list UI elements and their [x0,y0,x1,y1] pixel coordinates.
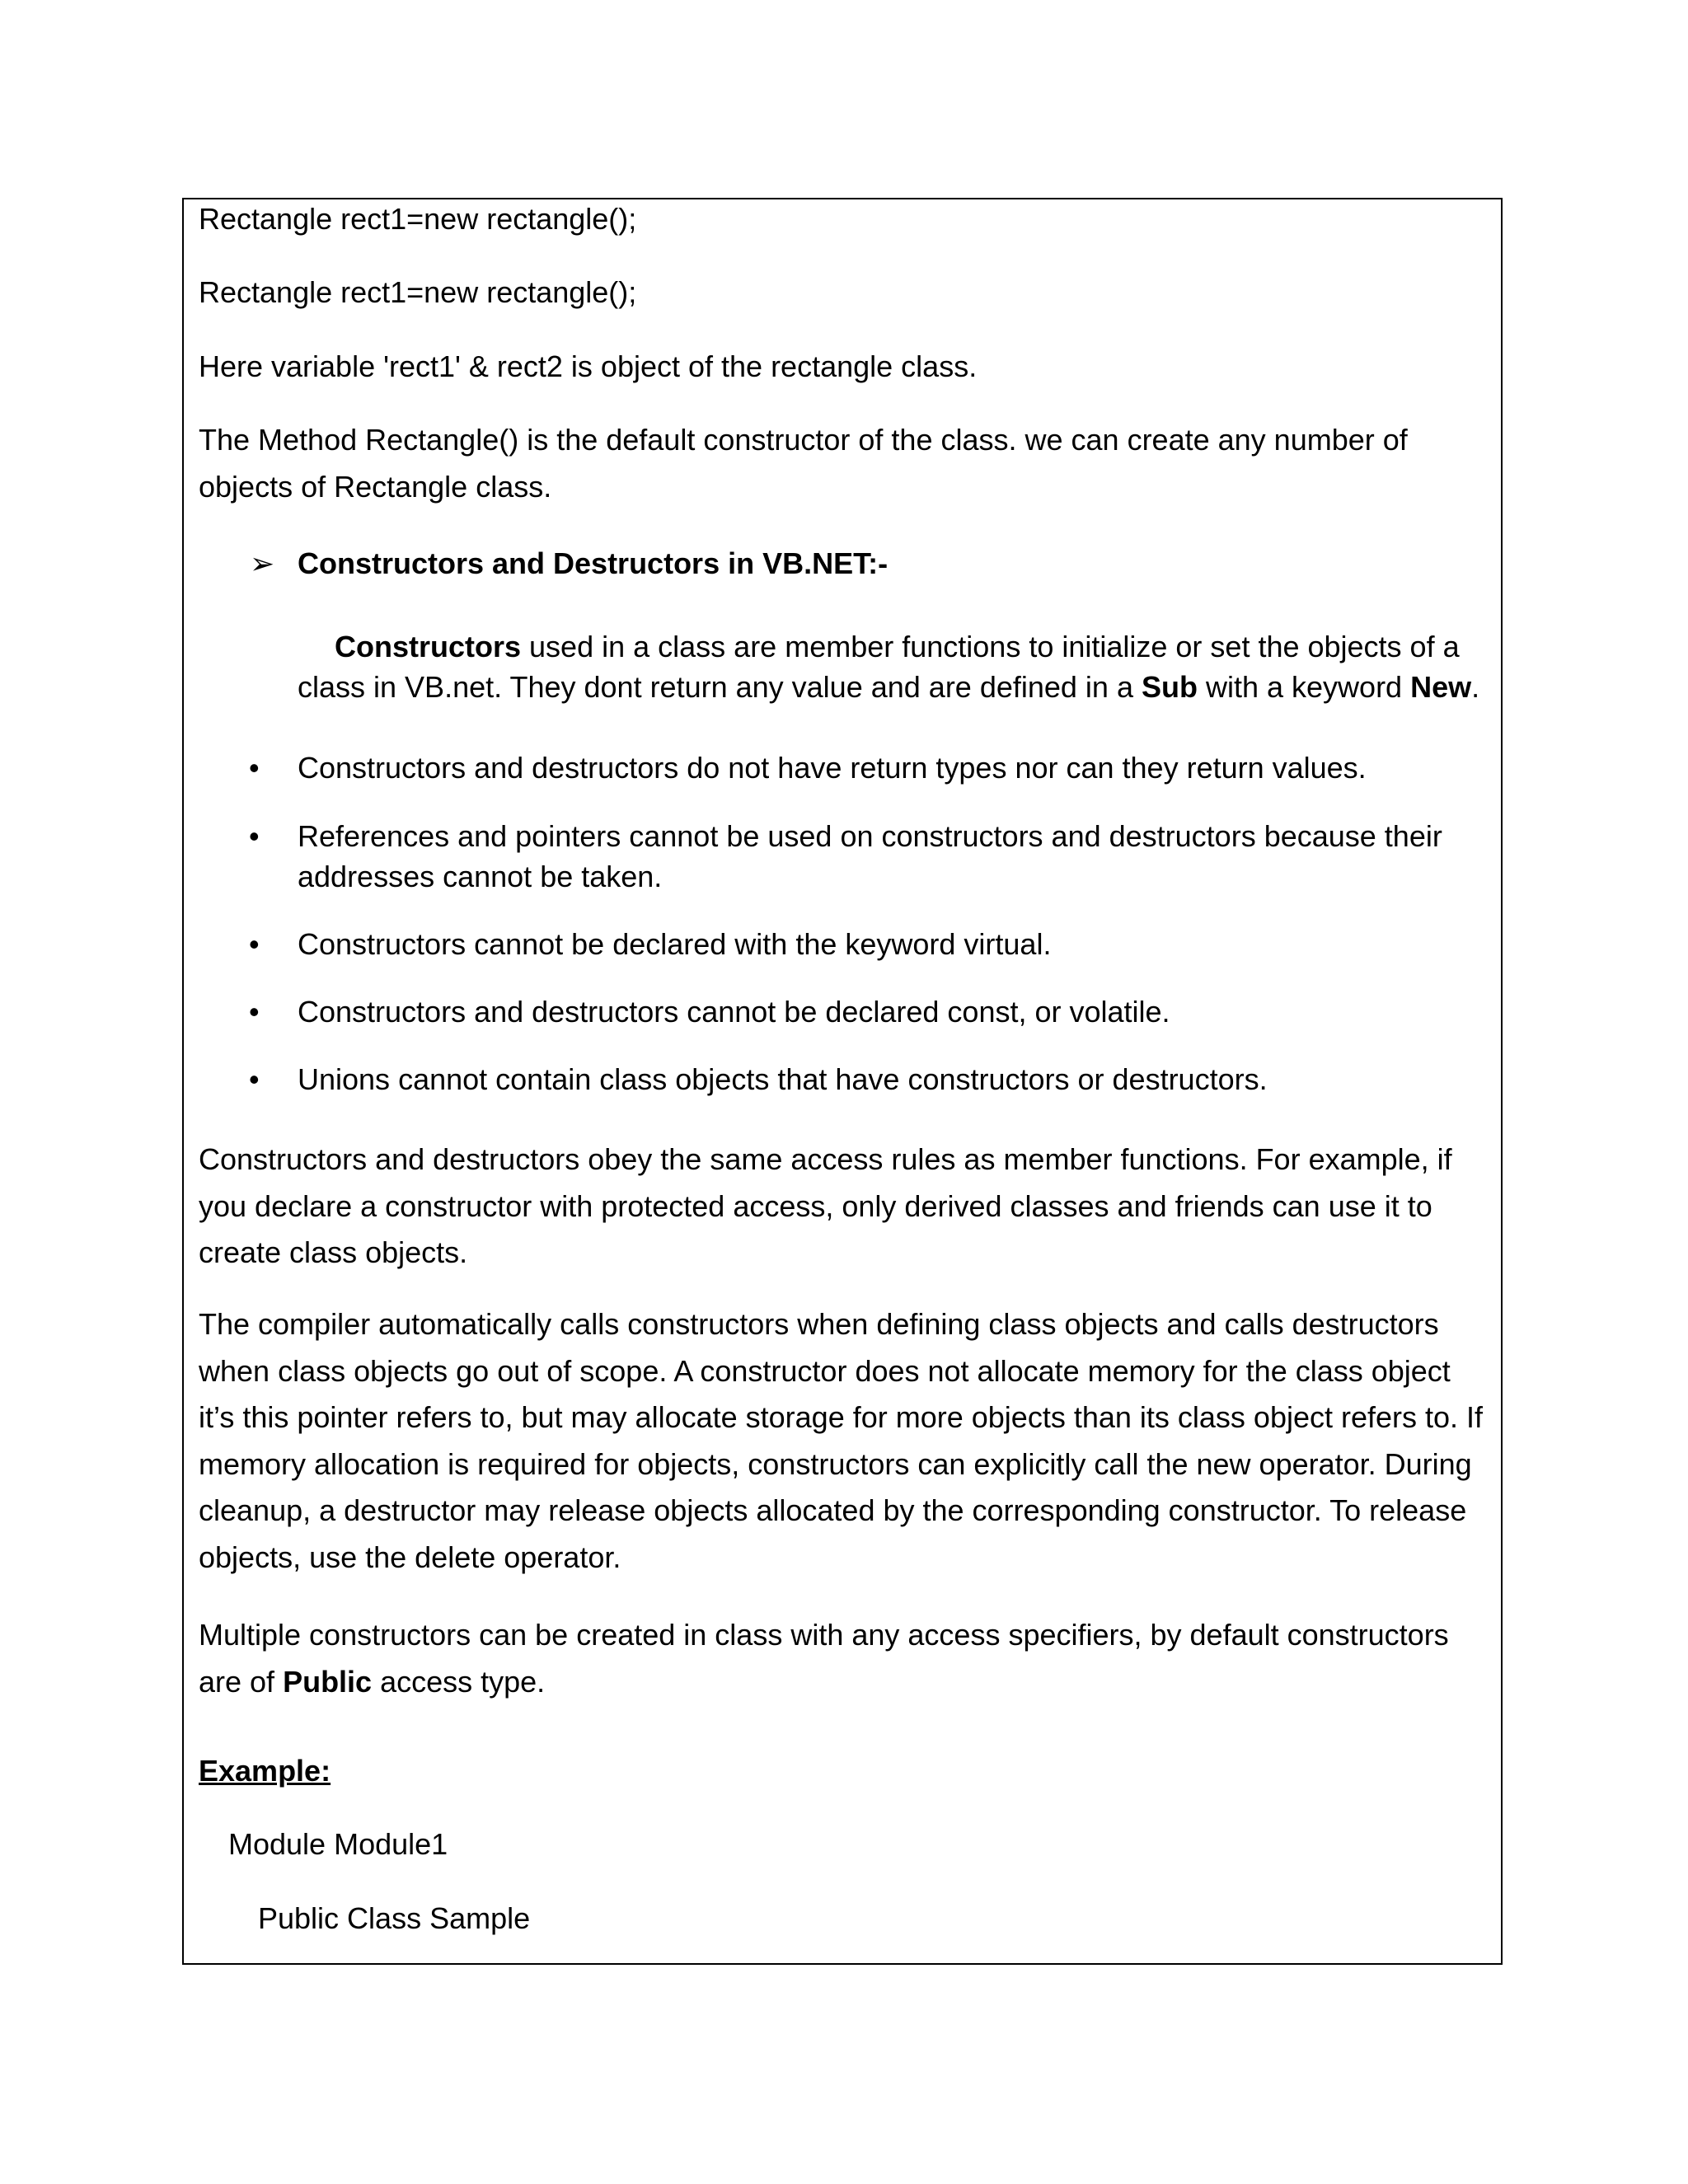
paragraph-default-constructor: The Method Rectangle() is the default constructor of the class. we can create any number of objects of Rectangle class. [199,423,1408,504]
bullet-icon: • [249,819,260,853]
arrow-bullet-icon: ➢ [250,546,275,580]
intro-text-2: with a keyword [1197,670,1411,704]
intro-text-3: . [1471,670,1480,704]
code-line-rect1: Rectangle rect1=new rectangle(); [199,202,637,236]
intro-bold-constructors: Constructors [335,630,522,663]
bullet-icon: • [249,927,260,961]
paragraph-compiler: The compiler automatically calls constructors when defining class objects and calls destructors when class objects go out of scope. A constructor does not allocate memory for the class object it’s this pointer refers to, but may allocate storage for more objects than its class object refers to. If memory allocation is required for objects, constructors can explicitly call the new operator. During cleanup, a destructor may release objects allocated by the corresponding constructor. To release objects, use the delete operator. [199,1307,1484,1574]
bullet-icon: • [249,995,260,1029]
intro-text-1: used in a class are member functions to initialize or set the objects of a class in VB.net. They dont return any value and are defined in a [298,630,1460,704]
section-heading: Constructors and Destructors in VB.NET:- [298,546,889,580]
bullet-item-5: Unions cannot contain class objects that have constructors or destructors. [298,1062,1268,1096]
bullet-item-1: Constructors and destructors do not have return types nor can they return values. [298,751,1367,785]
intro-bold-sub: Sub [1141,670,1198,704]
example-heading: Example: [199,1754,331,1788]
p3-bold-public: Public [283,1664,373,1699]
bullet-item-3: Constructors cannot be declared with the keyword virtual. [298,927,1052,961]
constructors-intro [298,626,1493,707]
code-module: Module Module1 [228,1827,448,1861]
code-line-rect2: Rectangle rect1=new rectangle(); [199,275,637,309]
p3-text-1: Multiple constructors can be created in class with any access specifiers, by default constructors are of [199,1618,1449,1699]
bullet-icon: • [249,1062,260,1096]
paragraph-access-rules: Constructors and destructors obey the same access rules as member functions. For example, if you declare a constructor with protected access, only derived classes and friends can use it to create class objects. [199,1142,1452,1269]
bullet-item-4: Constructors and destructors cannot be declared const, or volatile. [298,995,1170,1029]
code-class: Public Class Sample [258,1901,531,1935]
bullet-item-2: References and pointers cannot be used on constructors and destructors because their addresses cannot be taken. [298,819,1442,893]
intro-bold-new: New [1410,670,1472,704]
bullet-icon: • [249,751,260,785]
p3-text-2: access type. [372,1664,546,1699]
text-line-objects: Here variable 'rect1' & rect2 is object of the rectangle class. [199,349,978,383]
paragraph-multiple-constructors [199,1612,1493,1705]
